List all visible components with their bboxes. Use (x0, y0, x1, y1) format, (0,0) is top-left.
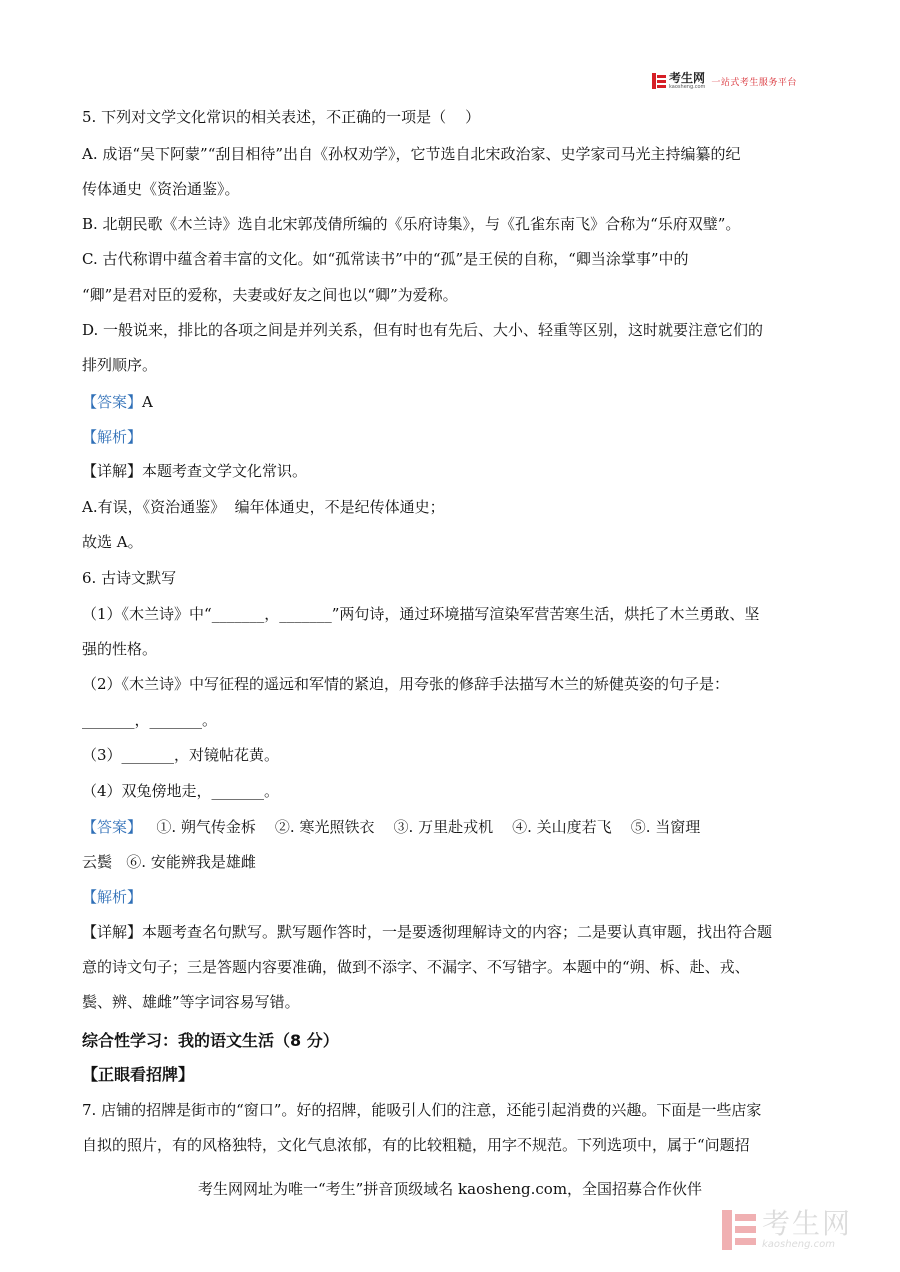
answer-label: 【解析】 (82, 428, 143, 446)
watermark-name: 考生网 (762, 1207, 853, 1240)
answer-line (82, 391, 153, 412)
logo-domain: kaosheng.com (669, 84, 706, 90)
text-line: 传体通史《资治通鉴》。 (82, 180, 240, 198)
text-line: B. 北朝民歌《木兰诗》选自北宋郭茂倩所编的《乐府诗集》，与《孔雀东南飞》合称为“乐府双璧”。 (82, 215, 741, 233)
text-line: A.有误，《资治通鉴》 编年体通史，不是纪传体通史； (82, 498, 445, 516)
answer-text: ①. 朔气传金柝 ②. 寒光照铁衣 ③. 万里赴戎机 ④. 关山度若飞 ⑤. 当窗理 (142, 818, 701, 836)
text-line: _______，_______。 (82, 711, 218, 729)
text-line: C. 古代称谓中蕴含着丰富的文化。如“孤常读书”中的“孤”是王侯的自称，“卿当涂掌事”中的 (82, 250, 689, 268)
text-line: 排列顺序。 (82, 356, 158, 374)
kaosheng-logo-icon (652, 73, 666, 89)
text-line: （3）_______，对镜帖花黄。 (82, 746, 280, 764)
heading-text: 【正眼看招牌】 (82, 1065, 195, 1084)
text-line: 鬓、辨、雄雌”等字词容易写错。 (82, 993, 300, 1011)
text-line: （2）《木兰诗》中写征程的遥远和军情的紧迫，用夸张的修辞手法描写木兰的矫健英姿的句子是： (82, 675, 730, 693)
text-line: 自拟的照片，有的风格独特，文化气息浓郁，有的比较粗糙，用字不规范。下列选项中，属于“问题招 (82, 1136, 750, 1154)
logo-slogan: 一站式考生服务平台 (711, 77, 797, 88)
text-line: 5. 下列对文学文化常识的相关表述，不正确的一项是（ ） (82, 108, 481, 126)
logo-name: 考生网 (669, 71, 706, 85)
heading-text: 综合性学习：我的语文生活（8 分） (82, 1031, 339, 1050)
section-heading (82, 1062, 194, 1085)
text-line: （4）双兔傍地走，_______。 (82, 782, 280, 800)
answer-label: 【答案】 (82, 393, 143, 411)
header-logo (652, 70, 797, 92)
text-line: 故选 A。 (82, 533, 143, 551)
section-heading (82, 1028, 339, 1051)
answer-line (82, 886, 142, 907)
watermark-logo-icon (722, 1210, 756, 1250)
answer-line (82, 816, 700, 837)
text-line: “卿”是君对臣的爱称，夫妻或好友之间也以“卿”为爱称。 (82, 286, 458, 304)
text-line: A. 成语“吴下阿蒙”“刮目相待”出自《孙权劝学》，它节选自北宋政治家、史学家司马光主持编纂的纪 (82, 145, 741, 163)
answer-text: A (142, 393, 153, 411)
watermark-domain: kaosheng.com (762, 1239, 835, 1250)
page-footer: 考生网网址为唯一“考生”拼音顶级域名 kaosheng.com，全国招募合作伙伴 (197, 1180, 703, 1198)
answer-label: 【答案】 (82, 818, 143, 836)
text-line: 意的诗文句子；三是答题内容要准确，做到不添字、不漏字、不写错字。本题中的“朔、柝、赴、戎、 (82, 958, 750, 976)
text-line: 强的性格。 (82, 640, 158, 658)
answer-line (82, 426, 142, 447)
text-line: 【详解】本题考查文学文化常识。 (82, 462, 308, 480)
text-line: （1）《木兰诗》中“_______，_______”两句诗，通过环境描写渲染军营苦寒生活，烘托了木兰勇敢、坚 (82, 605, 760, 623)
text-line: 【详解】本题考查名句默写。默写题作答时，一是要透彻理解诗文的内容；二是要认真审题，找出符合题 (82, 923, 773, 941)
text-line: 7. 店铺的招牌是街市的“窗口”。好的招牌，能吸引人们的注意，还能引起消费的兴趣。下面是一些店家 (82, 1101, 762, 1119)
text-line: D. 一般说来，排比的各项之间是并列关系，但有时也有先后、大小、轻重等区别，这时就要注意它们的 (82, 321, 764, 339)
answer-label: 【解析】 (82, 888, 143, 906)
text-line: 云鬓 ⑥. 安能辨我是雄雌 (82, 853, 256, 871)
text-line: 6. 古诗文默写 (82, 569, 177, 587)
watermark (722, 1208, 882, 1252)
